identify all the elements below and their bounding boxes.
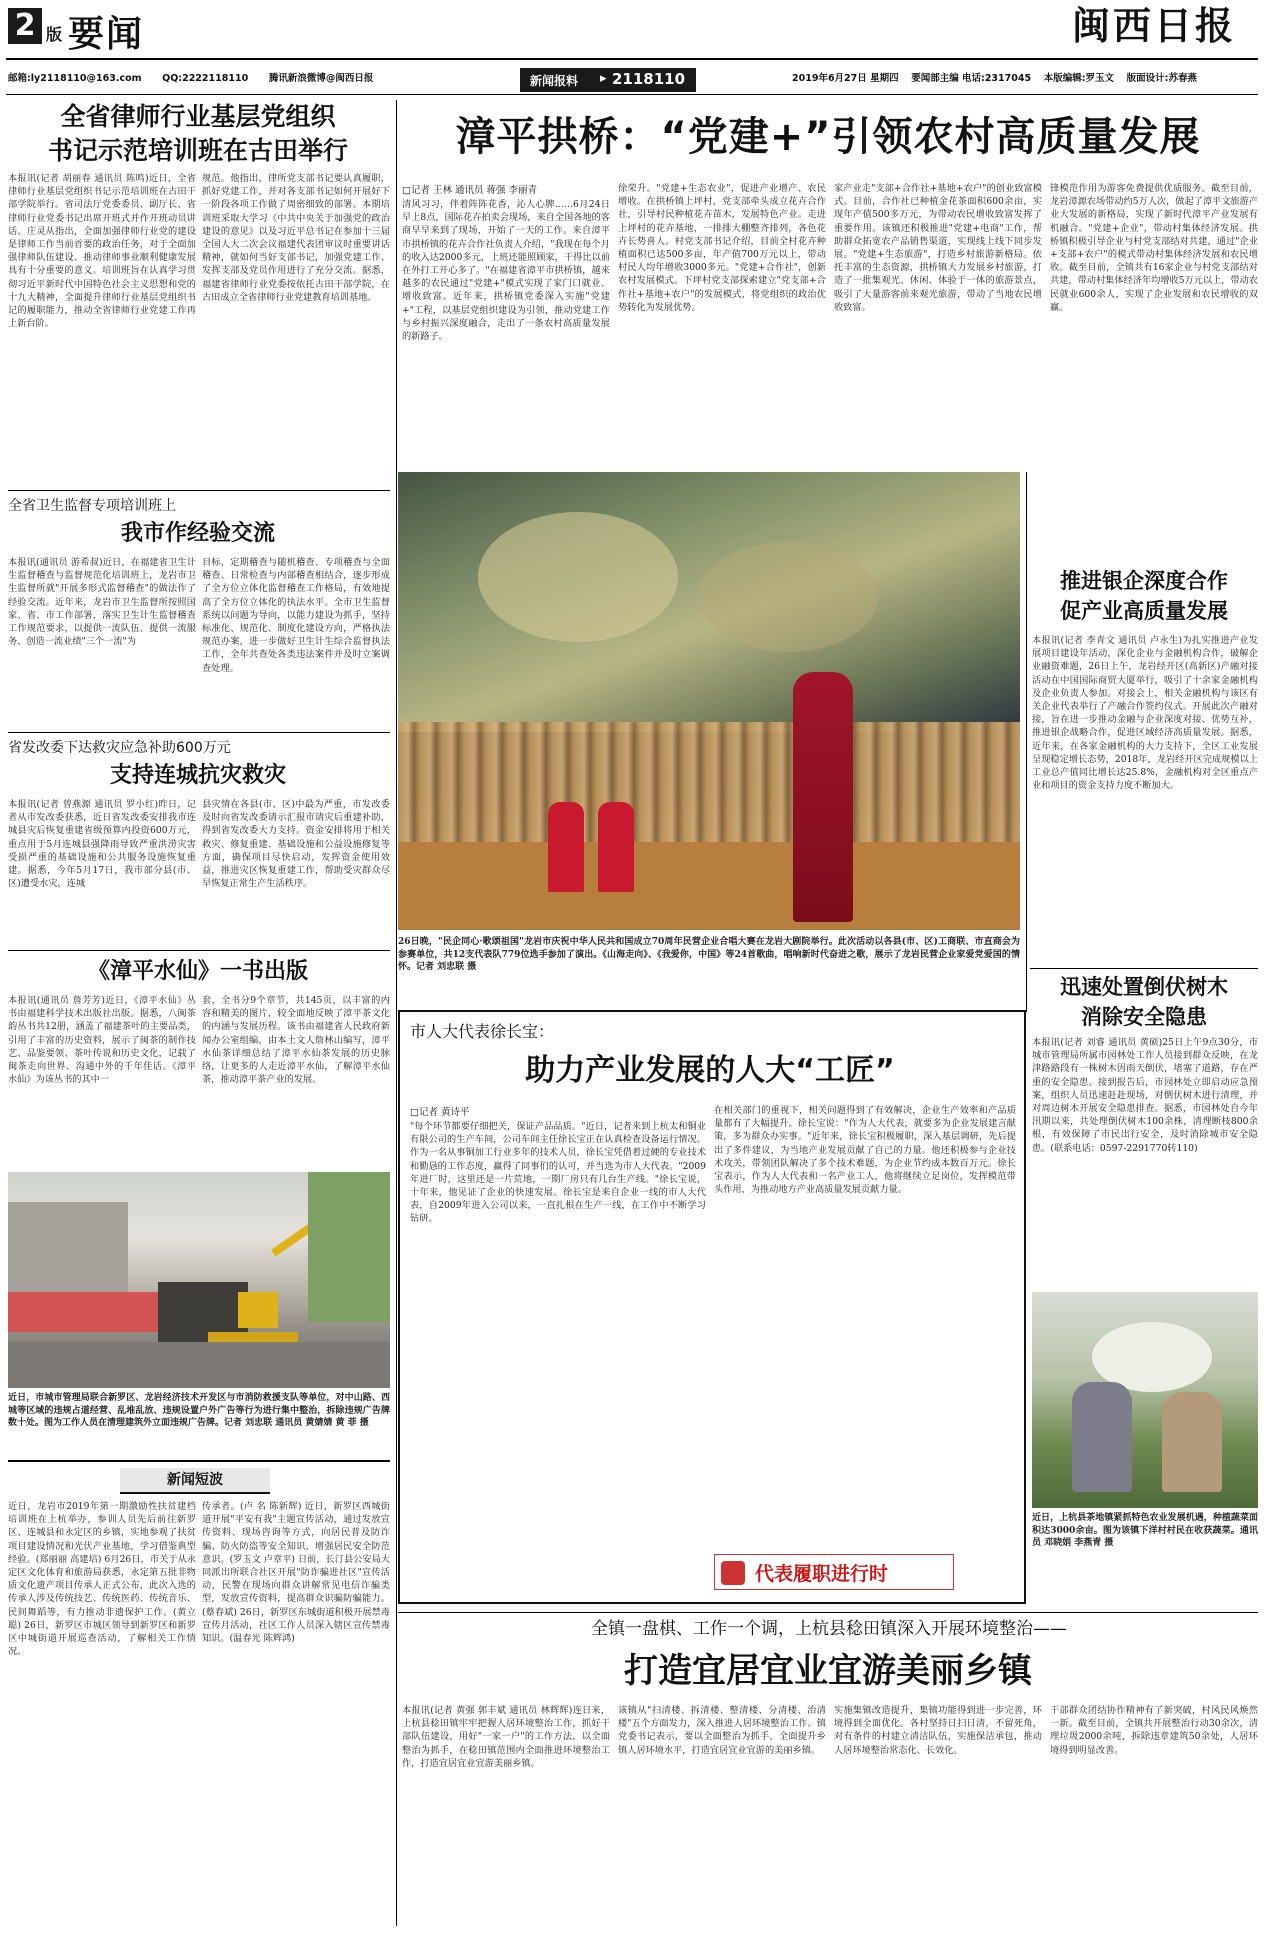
- page-number: 2: [14, 8, 36, 43]
- town-col-3: 实施集镇改造提升，集镇功能得到进一步完善，环境得到全面优化。各村坚持日扫日清，不留死角，对有条件的村建立清洁队伍，实施保洁承包，推动人居环境整治常态化、长效化。: [834, 1705, 1042, 1756]
- briefs-col-1: 近日，龙岩市2019年第一期激励性扶贫建档培训班在上杭举办，参训人员先后前往新罗区、连城县和永定区的乡镇，实地参观了扶贫项目建设情况和光伏产业基地，学习借鉴典型经验。(郑丽丽 高建培) 6月26日，市关于从永定区文化体育和旅游局获悉，永定第五批非物质文化遗产项目传承人正式公布，此次入选的传承人涉及传统技艺、传统医药、传统音乐、民间舞蹈等，有力推动非遗保护工作。(黄立聪) 26日，新罗区市城区领导到新罗区和新罗区中城街道开展巡查活动，了解相关工作情况。: [8, 1501, 196, 1658]
- tree-title: [1030, 972, 1258, 1032]
- vegetable-caption: 近日，上杭县茶地镇紧抓特色农业发展机遇，种植蔬菜面积达3000余亩。图为该镇下洋村村民在收获蔬菜。通讯员 邓晓娟 李燕青 摄: [1032, 1513, 1258, 1548]
- finance-title-line2: 促产业高质量发展: [1060, 599, 1228, 623]
- section-title: 要闻: [68, 14, 145, 55]
- divider: [8, 950, 390, 951]
- header-rule-2: [6, 94, 1258, 95]
- main-col-4: 锋模范作用为游客免费提供优质服务。截至目前，龙岩漳源农场带动约5万人次，做起了漳平文旅游产业大发展的新格局，实现了新时代漳平产业发展有机融合。"党建+企业"，带动村集体经济发展。拱桥镇积极引导企业与村党支部结对共建，通过"企业+支部+农户"的模式带动村集体经济发展和农民增收。截至目前，全镇共有16家企业与村党支部结对共建，带动村集体经济年均增收5万元以上，带动农民就业600余人，实现了企业发展和农民增收的双赢。: [1050, 183, 1258, 313]
- lawyer-col-2: 规范。他指出，律所党支部书记要认真履职，抓好党建工作，并对各支部书记如何开展好下一阶段各项工作做了周密细致的部署。本期培训班采取大学习《中共中央关于加强党的政治建设的意见》以及习近平总书记在参加十三届全国人大二次会议福建代表团审议时重要讲话精神，就如何当好支部书记，加强党建工作、发挥支部及党员作用进行了充分交流。据悉，福建省律师行业党委按依托古田干部学院，在古田成立全省律师行业党建教育培训基地。: [202, 173, 390, 303]
- header-rule: [6, 58, 1258, 60]
- lawyer-title-line2: 书记示范培训班在古田举行: [47, 136, 348, 165]
- header-meta: [792, 68, 1258, 90]
- concert-photo: [398, 472, 1020, 930]
- briefs-col-2: 传承者。(卢 名 陈新辉) 近日，新罗区西城街道开展"平安有我"主题宣传活动，通过发放宣传资料、现场咨询等方式，向居民普及防诈骗、防火防盗等安全知识，增强居民安全防范意识。(罗玉文 卢章平) 日前，长汀县公安局大同派出所联合社区开展"防诈骗进社区"宣传活动，民警在现场向群众讲解常见电信诈骗类型，发放宣传资料，提高群众识骗防骗能力。(蔡春斌) 26日，新罗区东城街道积极开展禁毒宣传月活动，社区工作人员深入辖区宣传禁毒知识。(温春光 陈辉鸿): [202, 1501, 390, 1645]
- paper-name: 闽西日报: [1072, 3, 1237, 48]
- npc-kicker: 市人大代表徐长宝：: [410, 1022, 555, 1041]
- hotline-number: 2118110: [612, 70, 686, 88]
- finance-title: [1030, 566, 1258, 626]
- main-col-1: 清风习习，伴着阵阵花香，沁人心脾……6月24日早上8点，国际花卉拍卖会现场，来自全国各地的客商早早来到了现场，开始了一天的工作。来自漳平市拱桥镇的花卉合作社负责人介绍，"我现在每个月的收入达2000多元，上班还能照顾家，干得比以前在外打工开心多了。"在福建省漳平市拱桥镇，越来越多的农民通过"党建+"模式实现了家门口就业、增收致富。近年来，拱桥镇党委深入实施"党建+"工程，以基层党组织建设为引领，推动党建工作与乡村振兴深度融合，走出了一条农村高质量发展的新路子。: [402, 199, 610, 343]
- paper-logo: [1072, 4, 1258, 48]
- health-col-1: 本报讯(通讯员 游希叔)近日，在福建省卫生计生监督稽查与监督规范化培训班上，龙岩市卫生监督所就"开展多形式监督稽查"的做法作了经验交流。近年来，龙岩市卫生监督所按照国家、省、市工作部署，落实卫生计生监督稽查工作规范要求，以提供一流队伍、提供一流服务、创造一流业绩"三个一流"为: [8, 557, 196, 648]
- briefs-title-box: [120, 1468, 270, 1494]
- npc-byline: □记者 黄诗平: [410, 1107, 470, 1118]
- issue-date: 2019年6月27日 星期四: [792, 73, 899, 84]
- disaster-title: 支持连城抗灾救灾: [109, 763, 286, 788]
- page-unit: 版: [46, 25, 63, 44]
- editor-info: 要闻部主编 电话:2317045: [911, 73, 1032, 84]
- street-photo: [8, 1172, 390, 1388]
- finance-body: 本报讯(记者 李青文 通讯员 卢永生)为扎实推进产业发展项目建设年活动，深化企业与金融机构合作，破解企业融资难题，26日上午，龙岩经开区(高新区)产融对接活动在中国国际商贸大厦举行，吸引了十余家金融机构及企业负责人参加。对接会上，相关金融机构与该区有关企业代表举行了产融合作签约仪式。开展此次产融对接，旨在进一步推动金融与企业深度对接、优势互补，推进银企战略合作，促进区域经济高质量发展。据悉，近年来，在各家金融机构的大力支持下，全区工业发展呈现稳定增长态势，2018年，龙岩经开区完成规模以上工业总产值同比增长达25.8%，金融机构对全区重点产业和项目的资金支持力度不断加大。: [1032, 635, 1258, 792]
- arrow-icon: ▸: [600, 71, 607, 86]
- tree-title-line2: 消除安全隐患: [1081, 1005, 1207, 1029]
- briefs-title: 新闻短波: [167, 1472, 223, 1488]
- lawyer-col-1: 本报讯(记者 胡丽春 通讯员 陈鸣)近日，全省律师行业基层党组织书记示范培训班在古田干部学院举行。省司法厅党委委员、副厅长、省律师行业党委书记出席开班式并作开班动员讲话。庄灵从指出，全面加强律师行业党的建设是律师工作当前首要的政治任务，对于全面加强律师队伍建设、推动律师事业顺利健康发展具有十分重要的意义。培训班旨在认真学习贯彻习近平新时代中国特色社会主义思想和党的十九大精神，全面提升律师行业基层党组织书记的履职能力，推动全省律师行业党建工作再上新台阶。: [8, 173, 196, 330]
- finance-title-line1: 推进银企深度合作: [1060, 569, 1228, 593]
- header-weibo: 腾讯新浪微博@闽西日报: [268, 73, 374, 84]
- town-col-2: 该镇从"扫清楼、拆清楼、整清楼、分清楼、治清楼"五个方面发力，深入推进人居环境整治工作。镇党委书记表示，要以全面整治为抓手，全面提升乡镇人居环境水平，打造宜居宜业宜游的美丽乡镇。: [618, 1705, 826, 1756]
- npc-title: 助力产业发展的人大“工匠”: [525, 1053, 895, 1088]
- npc-badge-label: 代表履职进行时: [755, 1563, 889, 1585]
- town-col-1: 本报讯(记者 黄强 郭丰斌 通讯员 林辉辉)连日来，上杭县稔田镇牢牢把握人居环境整治工作，抓好干部队伍建设，用好"一家一户"的工作方法，以全面整治为抓手，在稔田镇范围内全面推进环境整治工作，打造宜居宜业宜游美丽乡镇。: [402, 1705, 610, 1769]
- lawyer-title-line1: 全省律师行业基层党组织: [60, 102, 336, 131]
- proofreader: 本版编辑:罗玉文: [1043, 73, 1115, 84]
- divider: [398, 1612, 1258, 1613]
- npc-badge: [714, 1554, 954, 1590]
- tree-title-line1: 迅速处置倒伏树木: [1060, 975, 1228, 999]
- designer: 版面设计:苏春燕: [1126, 73, 1197, 84]
- book-col-2: 套，全书分9个章节，共145页，以丰富的内容和精美的图片，较全面地反映了漳平茶文化的内涵与发展历程。该书由福建省人民政府新闻办公室组编，由本土文人詹林山编写，漳平水仙茶详细总结了漳平水仙茶发展的历史脉络，让更多的人走近漳平水仙，了解漳平水仙茶，推动漳平茶产业的发展。: [202, 995, 390, 1086]
- disaster-col-2: 县灾情在各县(市、区)中最为严重，市发改委及时向省发改委请示汇报市请灾后重建补助，得到省发改委大力支持。资金安排将用于相关救灾、修复重建、基础设施和公益设施修复等方面，确保项目尽快启动，发挥资金使用效益，推进灾区恢复重建工作，帮助受灾群众尽早恢复正常生产生活秩序。: [202, 799, 390, 890]
- town-col-4: 干部群众团结协作精神有了新突破，村风民风焕然一新。截至目前，全镇共开展整治行动30余次，清理垃圾2000余吨，拆除违章建筑50余处，人居环境得到明显改善。: [1050, 1705, 1258, 1756]
- main-col-3: 家产业走"支部+合作社+基地+农户"的创业致富模式。目前，合作社已种植金花茶面积600余亩，实现年产值500多万元，为带动农民增收致富发挥了重要作用。该镇还积极推进"党建+电商"工作，帮助群众拓宽农产品销售渠道，实现线上线下同步发展。"党建+生态旅游"，打造乡村旅游新格局。依托丰富的生态资源，拱桥镇大力发展乡村旅游，打造了一批集观光、休闲、体验于一体的旅游景点，吸引了大量游客前来观光旅游，带动了当地农民增收致富。: [834, 183, 1042, 313]
- main-byline: □记者 王林 通讯员 蒋强 李丽青: [402, 185, 538, 196]
- main-col-2: 徐荣升。"党建+生态农业"，促进产业增产、农民增收。在拱桥镇上坪村，党支部牵头成立花卉合作社，引导村民种植花卉苗木，发展特色产业。走进上坪村的花卉基地，一排排大棚整齐排列，各色花卉长势喜人。村党支部书记介绍，目前全村花卉种植面积已达500多亩，年产值700万元以上，带动村民人均年增收3000多元。"党建+合作社"，创新农村发展模式。下坪村党支部探索建立"党支部+合作社+基地+农户"的发展模式，将党组织的政治优势转化为发展优势。: [618, 183, 826, 313]
- header-email: 邮箱:ly2118110@163.com: [8, 73, 142, 84]
- divider: [8, 1460, 390, 1462]
- town-kicker: 全镇一盘棋、工作一个调，上杭县稔田镇深入开展环境整治——: [591, 1619, 1067, 1639]
- health-title: 我市作经验交流: [120, 521, 275, 546]
- divider: [1030, 968, 1258, 969]
- tree-body: 本报讯(记者 刘睿 通讯员 黄硕)25日上午9点30分，市城市管理局所属市园林处工作人员接到群众反映，在龙津路路段有一株树木因雨天倒伏，堵塞了道路，存在严重的安全隐患。接到报告后，市园林处立即启动应急预案，组织人员迅速赶赴现场，对倒伏树木进行清理，并对周边树木开展安全隐患排查。据悉，市园林处自今年汛期以来，共处理倒伏树木100余株，清理断枝800余根，有效保障了市民出行安全，及时消除城市安全隐患。(联系电话：0597-2291770转110): [1032, 1037, 1258, 1154]
- lawyer-title: [8, 100, 388, 168]
- npc-col-1: "每个环节都要仔细把关，保证产品品质。"近日，记者来到上杭太和铜业有限公司的生产车间，公司车间主任徐长宝正在认真检查设备运行情况。作为一名从事铜加工行业多年的技术人员，徐长宝凭借着过硬的专业技术和勤恳的工作态度，赢得了同事们的认可，并当选为市人大代表。"2009年进厂时，这里还是一片荒地，一期厂房只有几台生产线。"徐长宝说，十年来，他见证了企业的快速发展。徐长宝是来自企业一线的市人大代表，自2009年进入公司以来，一直扎根在生产一线，在工作中不断学习钻研。: [410, 1121, 706, 1225]
- badge-icon: [721, 1561, 745, 1585]
- health-col-2: 目标，定期稽查与随机稽查、专项稽查与全面稽查、日常检查与内部稽查相结合，逐步形成了全方位立体化监督稽查工作格局，有效地提高了全方位立体化的执法水平。全市卫生监督系统以问题为导向，以能力建设为抓手，坚持标准化、规范化、制度化建设方向，严格执法规范办案，进一步做好卫生计生综合监督执法工作，全年共查处各类违法案件并及时立案调查处理。: [202, 557, 390, 674]
- hotline-label: 新闻报料: [530, 74, 579, 88]
- concert-caption: 26日晚，"民企同心·歌颂祖国"龙岩市庆祝中华人民共和国成立70周年民营企业合唱大赛在龙岩大剧院举行。此次活动以各县(市、区)工商联、市直商会为参赛单位，共12支代表队779位选手参加了演出。《山海走向》、《我爱你，中国》等24首歌曲，唱响新时代奋进之歌，展示了龙岩民营企业家爱党爱国的情怀。记者 刘忠联 摄: [398, 937, 1020, 972]
- street-photo-caption: 近日，市城市管理局联合新罗区、龙岩经济技术开发区与市消防救援支队等单位，对中山路、西城等区域的违规占道经营、乱堆乱放、违规设置户外广告等行为进行集中整治，拆除违规广告牌数十处。图为工作人员在清理建筑外立面违规广告牌。记者 刘忠联 通讯员 黄婧婧 黄 菲 摄: [8, 1393, 390, 1428]
- disaster-kicker: 省发改委下达救灾应急补助600万元: [8, 740, 231, 756]
- book-col-1: 本报讯(通讯员 詹芳芳)近日，《漳平水仙》丛书由福建科学技术出版社出版。据悉，八闽茶韵丛书共12册，涵盖了福建茶叶的主要品类，引用了丰富的历史资料，展示了闽茶的制作技艺、品鉴要领、茶叶传说和历史文化，记载了闽茶走向世界、沟通中外的千年佳话。《漳平水仙》为该丛书的其中一: [8, 995, 196, 1086]
- divider: [8, 732, 390, 733]
- hotline-box: [520, 68, 696, 92]
- divider: [1026, 472, 1027, 1012]
- divider: [8, 490, 390, 491]
- page-number-box: [8, 8, 42, 44]
- book-title: 《漳平水仙》一书出版: [87, 959, 308, 984]
- main-title: 漳平拱桥：“党建+”引领农村高质量发展: [455, 114, 1201, 160]
- npc-col-2: 在相关部门的重视下，相关问题得到了有效解决，企业生产效率和产品质量都有了大幅提升。徐长宝说："作为人大代表，就要多为企业发展建言献策，多为群众办实事。"近年来，徐长宝积极履职，深入基层调研，先后提出了多件建议，为当地产业发展贡献了自己的力量。他还积极参与企业技术攻关，带领团队解决了多个技术难题，为企业节约成本数百万元。徐长宝表示，作为人大代表和一名产业工人，他将继续立足岗位，发挥模范带头作用，为推动地方产业高质量发展贡献力量。: [714, 1105, 1016, 1196]
- town-title: 打造宜居宜业宜游美丽乡镇: [624, 1651, 1032, 1691]
- header-qq: QQ:2222118110: [162, 73, 249, 84]
- vegetable-photo: [1032, 1292, 1258, 1508]
- disaster-col-1: 本报讯(记者 曾燕源 通讯员 罗小红)昨日，记者从市发改委获悉，近日省发改委安排我市连城县灾后恢复重建省级预算内投资600万元，重点用于5月连城县强降雨导致严重洪涝灾害受损严重的基础设施和公共服务设施恢复重建。据悉，今年5月17日，我市部分县(市、区)遭受水灾，连城: [8, 799, 196, 890]
- column-divider: [396, 100, 397, 1926]
- health-kicker: 全省卫生监督专项培训班上: [8, 498, 176, 514]
